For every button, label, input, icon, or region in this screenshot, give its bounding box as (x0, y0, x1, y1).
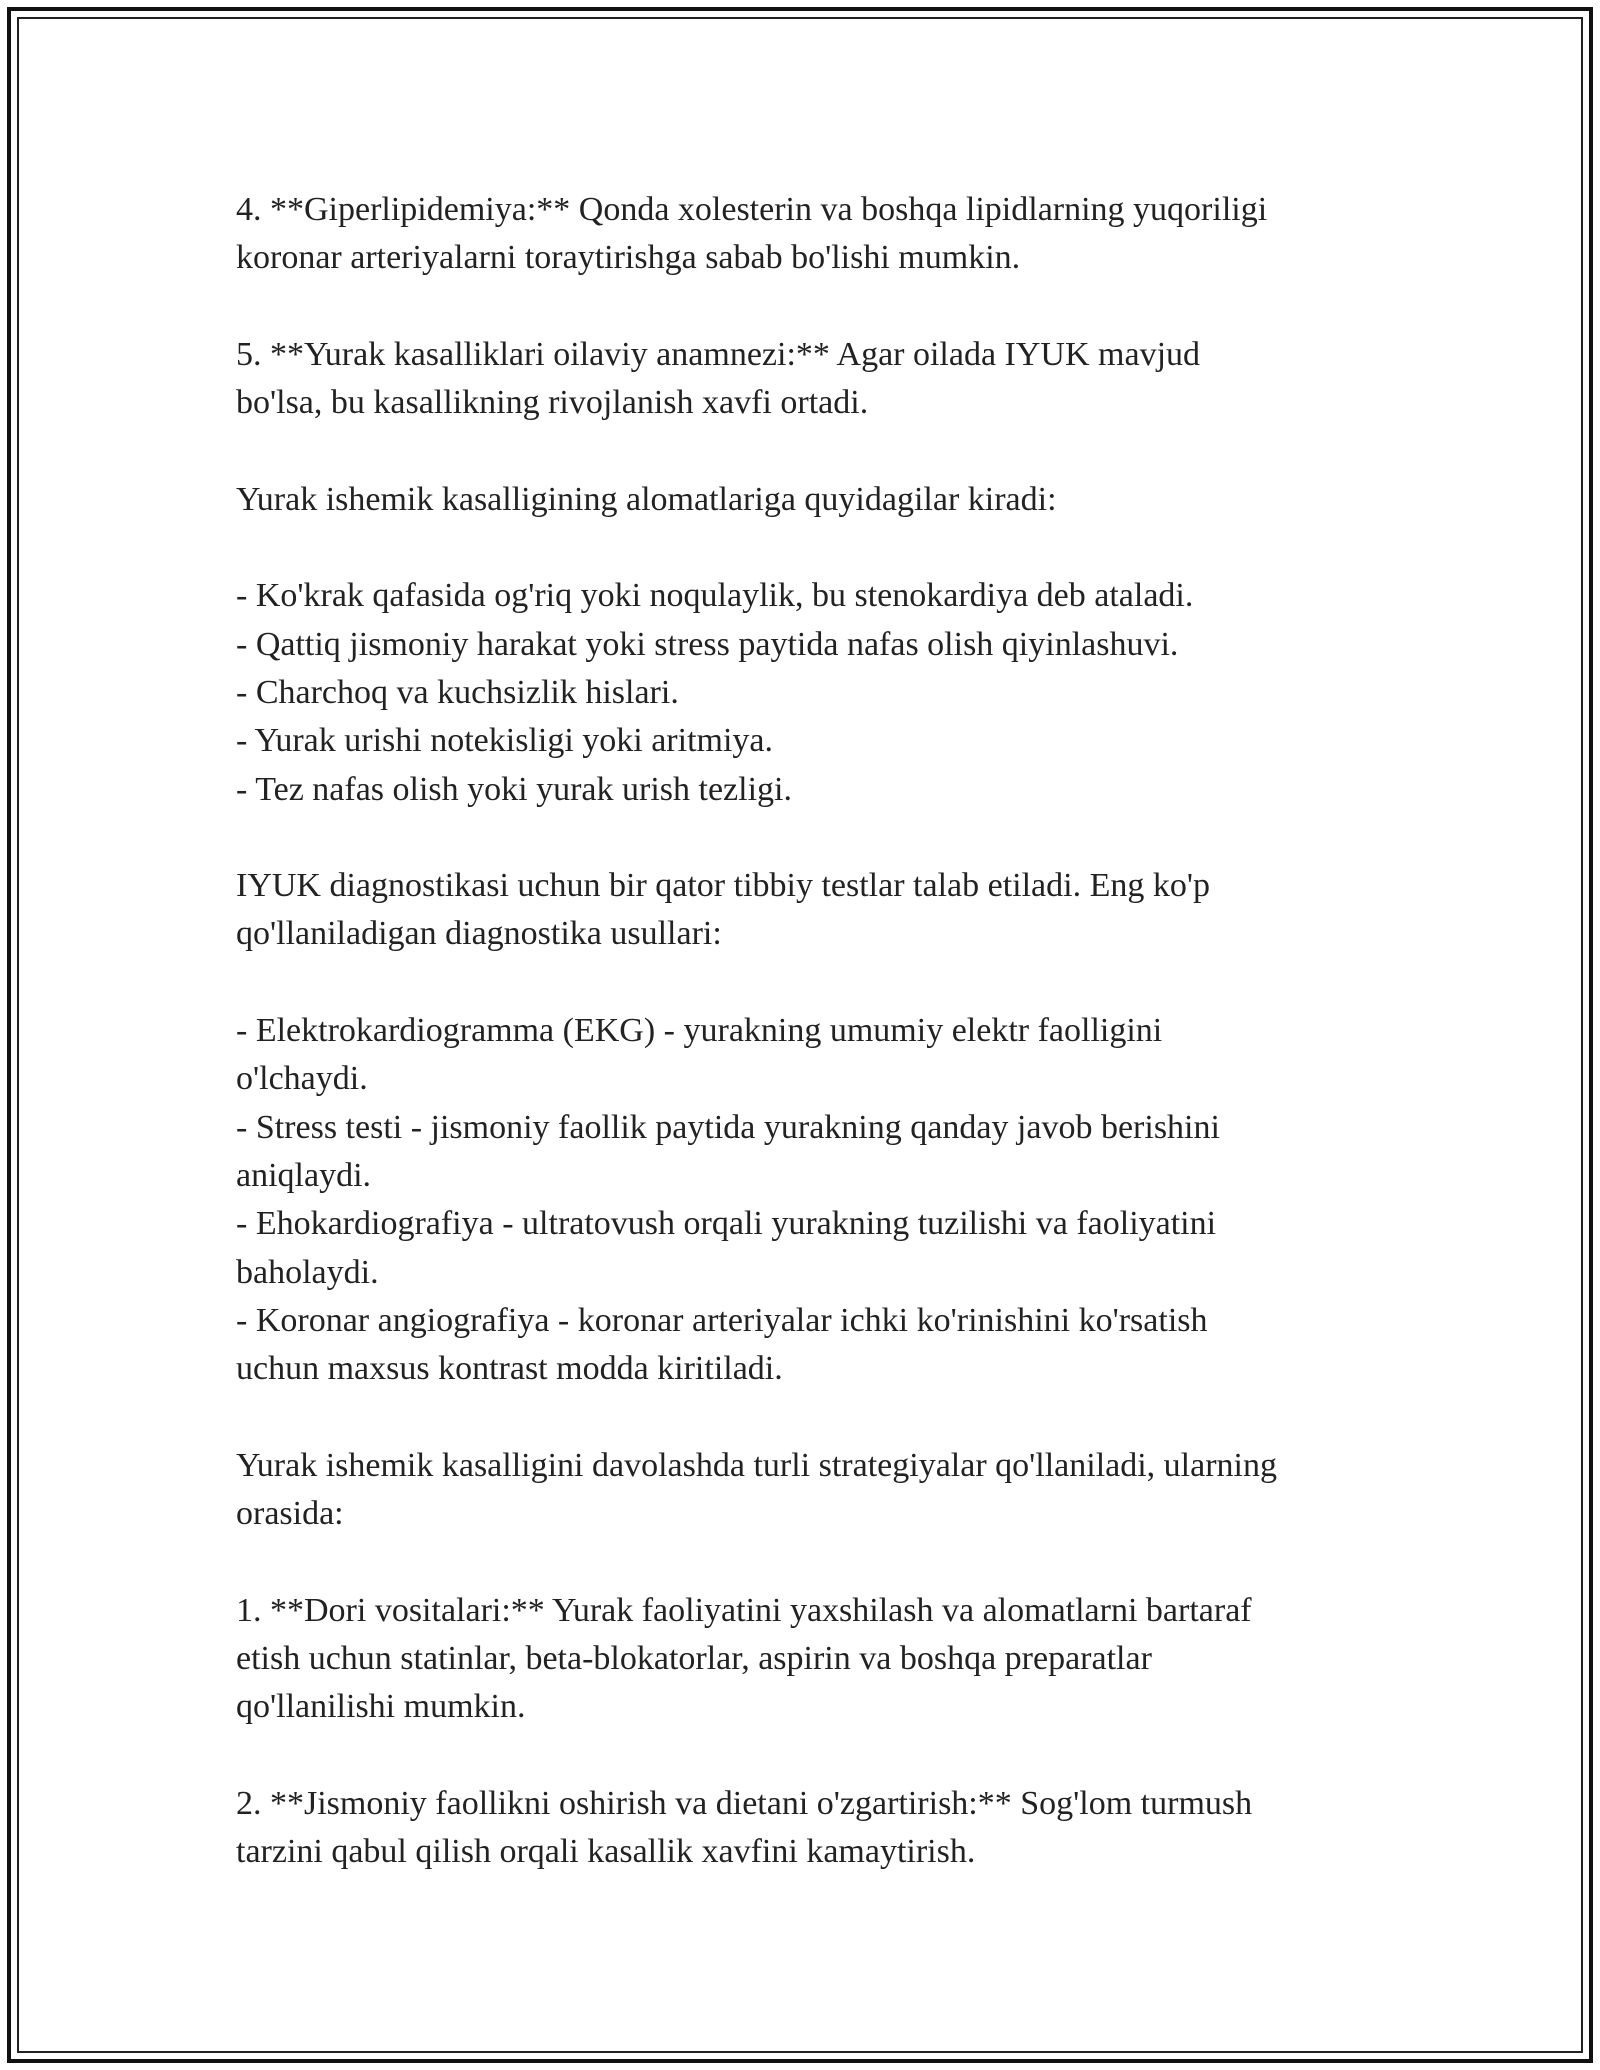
paragraph (236, 331, 1376, 428)
paragraph (236, 1007, 1376, 1393)
text-line: baholaydi. (236, 1253, 379, 1291)
text-line: 4. **Giperlipidemiya:** Qonda xolesterin va boshqa lipidlarning yuqoriligi (236, 191, 1268, 228)
text-line: - Charchoq va kuchsizlik hislari. (236, 673, 679, 711)
document-body (236, 186, 1376, 1876)
text-line: - Koronar angiografiya - koronar arteriyalar ichki ko'rinishini ko'rsatish (236, 1301, 1208, 1339)
text-line: 5. **Yurak kasalliklari oilaviy anamnezi:** Agar oilada IYUK mavjud (236, 335, 1201, 373)
paragraph-gap (236, 1732, 1376, 1780)
text-line: qo'llaniladigan diagnostika usullari: (236, 915, 722, 953)
paragraph-gap (236, 1393, 1376, 1441)
paragraph-gap (236, 959, 1376, 1007)
text-line: o'lchaydi. (236, 1060, 368, 1098)
text-line: orasida: (236, 1495, 344, 1533)
paragraph (236, 476, 1376, 524)
text-line: 2. **Jismoniy faollikni oshirish va dietani o'zgartirish:** Sog'lom turmush (236, 1784, 1253, 1822)
text-line: 1. **Dori vositalari:** Yurak faoliyatini yaxshilash va alomatlarni bartaraf (236, 1591, 1252, 1629)
text-line: Yurak ishemik kasalligini davolashda turli strategiyalar qo'llaniladi, ularning (236, 1446, 1277, 1484)
paragraph (236, 1587, 1376, 1732)
paragraph (236, 572, 1376, 813)
paragraph (236, 1442, 1376, 1539)
paragraph (236, 186, 1376, 283)
text-line: - Tez nafas olish yoki yurak urish tezligi. (236, 770, 792, 808)
text-line: bo'lsa, bu kasallikning rivojlanish xavfi ortadi. (236, 384, 869, 422)
paragraph-gap (236, 427, 1376, 475)
paragraph-gap (236, 1538, 1376, 1586)
text-line: uchun maxsus kontrast modda kiritiladi. (236, 1350, 783, 1388)
text-line: - Stress testi - jismoniy faollik paytida yurakning qanday javob berishini (236, 1108, 1220, 1146)
text-line: qo'llanilishi mumkin. (236, 1688, 526, 1726)
text-line: IYUK diagnostikasi uchun bir qator tibbiy testlar talab etiladi. Eng ko'p (236, 867, 1210, 905)
paragraph-gap (236, 283, 1376, 331)
text-line: tarzini qabul qilish orqali kasallik xavfini kamaytirish. (236, 1833, 976, 1871)
text-line: - Yurak urishi notekisligi yoki aritmiya. (236, 722, 773, 760)
paragraph-gap (236, 814, 1376, 862)
text-line: - Elektrokardiogramma (EKG) - yurakning umumiy elektr faolligini (236, 1012, 1163, 1050)
text-line: aniqlaydi. (236, 1156, 372, 1194)
paragraph (236, 862, 1376, 959)
text-line: Yurak ishemik kasalligining alomatlariga quyidagilar kiradi: (236, 480, 1057, 518)
text-line: etish uchun statinlar, beta-blokatorlar, aspirin va boshqa preparatlar (236, 1639, 1152, 1677)
text-line: - Qattiq jismoniy harakat yoki stress paytida nafas olish qiyinlashuvi. (236, 625, 1179, 663)
text-line: - Ko'krak qafasida og'riq yoki noqulaylik, bu stenokardiya deb ataladi. (236, 577, 1194, 615)
text-line: koronar arteriyalarni toraytirishga sabab bo'lishi mumkin. (236, 239, 1021, 277)
paragraph (236, 1780, 1376, 1877)
text-line: - Ehokardiografiya - ultratovush orqali yurakning tuzilishi va faoliyatini (236, 1205, 1217, 1243)
paragraph-gap (236, 524, 1376, 572)
